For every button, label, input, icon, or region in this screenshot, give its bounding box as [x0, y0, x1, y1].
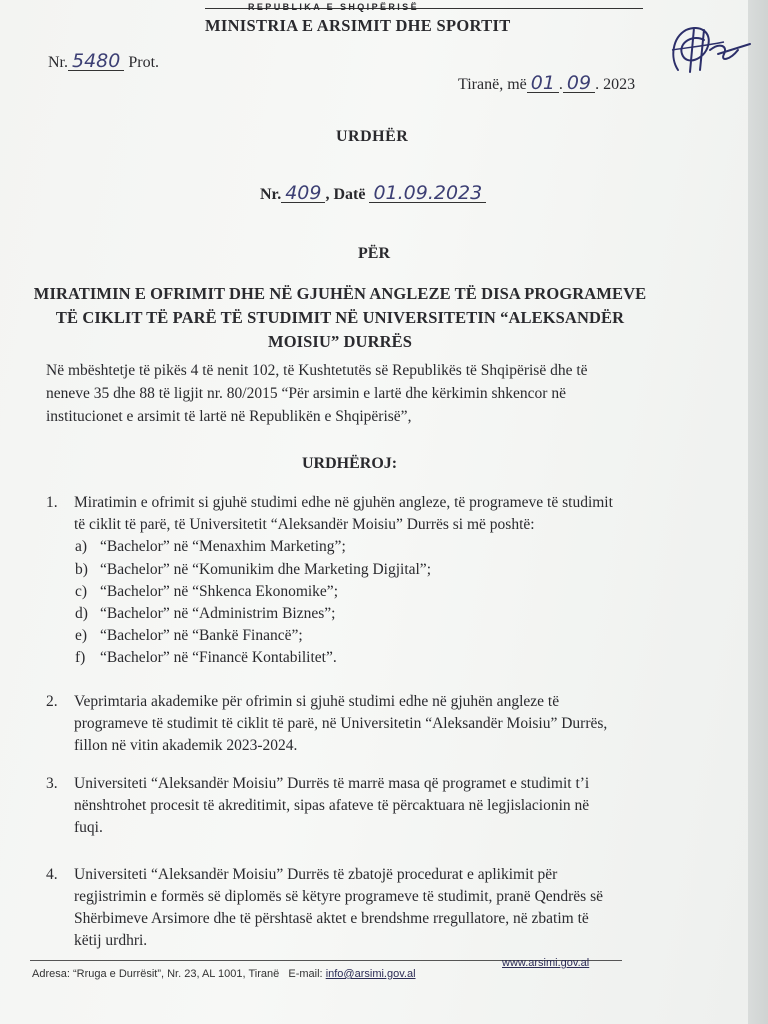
subitem-b-letter: b): [75, 561, 88, 578]
order-heading: URDHËR: [336, 128, 409, 145]
item-3-line-2: nënshtrohet procesit të akreditimit, sipas afateve të përcaktuara në legjislacionin në: [74, 797, 590, 814]
item-1-line-1: Miratimin e ofrimit si gjuhë studimi edhe në gjuhën angleze, të programeve të studimit: [74, 494, 613, 511]
urdheroj-heading: URDHËROJ:: [302, 455, 398, 472]
order-date-value: 01.09.2023: [369, 184, 486, 203]
republic-heading: REPUBLIKA E SHQIPËRISË: [248, 2, 419, 12]
footer-address: [32, 968, 416, 980]
item-3-line-3: fuqi.: [74, 819, 103, 836]
footer-email-label: E-mail:: [288, 968, 323, 980]
protocol-prefix: Nr.: [48, 54, 68, 71]
footer-website-link[interactable]: www.arsimi.gov.al: [502, 957, 590, 969]
page-edge-shadow: [748, 0, 768, 1024]
place-date: Tiranë, më 01 . 09 . 2023: [458, 72, 636, 94]
item-4-line-2: regjistrimin e formës së diplomës së këtyre programeve të studimit, pranë Qendrës së: [74, 888, 603, 905]
item-4-line-1: Universiteti “Aleksandër Moisiu” Durrës të zbatojë procedurat e aplikimit për: [74, 866, 558, 883]
item-2-line-3: fillon në vitin akademik 2023-2024.: [74, 737, 298, 754]
order-date-label: , Datë: [325, 186, 366, 203]
subitem-c-letter: c): [75, 583, 88, 600]
subitem-f-text: “Bachelor” në “Financë Kontabilitet”.: [100, 649, 337, 666]
preamble-line-2: neneve 35 dhe 88 të ligjit nr. 80/2015 “Për arsimin e lartë dhe kërkimin shkencor në: [46, 385, 566, 402]
subitem-d-letter: d): [75, 605, 88, 622]
order-nr-label: Nr.: [260, 186, 282, 203]
subitem-d-text: “Bachelor” në “Administrim Biznes”;: [100, 605, 336, 622]
item-3-line-1: Universiteti “Aleksandër Moisiu” Durrës të marrë masa që programet e studimit t’i: [74, 775, 590, 792]
protocol-number-value: 5480: [68, 52, 124, 71]
protocol-number: [48, 52, 159, 72]
item-1-number: 1.: [46, 494, 58, 511]
subitem-c-text: “Bachelor” në “Shkenca Ekonomike”;: [100, 583, 338, 600]
protocol-suffix: Prot.: [128, 54, 160, 71]
footer-address-text: Adresa: “Rruga e Durrësit”, Nr. 23, AL 1001, Tiranë: [32, 968, 280, 980]
subitem-a-text: “Bachelor” në “Menaxhim Marketing”;: [100, 538, 346, 555]
order-number-date: [260, 184, 486, 204]
subitem-f-letter: f): [75, 649, 86, 666]
item-2-line-1: Veprimtaria akademike për ofrimin si gjuhë studimi edhe në gjuhën angleze të: [74, 693, 560, 710]
preamble-line-1: Në mbështetje të pikës 4 të nenit 102, të Kushtetutës së Republikës të Shqipërisë dhe të: [46, 362, 588, 379]
order-title-line-2: TË CIKLIT TË PARË TË STUDIMIT NË UNIVERSITETIN “ALEKSANDËR: [55, 308, 625, 327]
subitem-b-text: “Bachelor” në “Komunikim dhe Marketing Digjital”;: [100, 561, 431, 578]
item-3-number: 3.: [46, 775, 58, 792]
place-prefix: Tiranë, më: [458, 76, 527, 93]
item-4-line-3: Shërbimeve Arsimore dhe të përshtasë aktet e brendshme rregullatore, në zbatim të: [74, 910, 589, 927]
order-nr-value: 409: [281, 184, 325, 203]
date-month: 09: [563, 74, 595, 93]
order-title-line-1: MIRATIMIN E OFRIMIT DHE NË GJUHËN ANGLEZE TË DISA PROGRAMEVE: [33, 284, 647, 303]
item-4-number: 4.: [46, 866, 58, 883]
footer-email-link[interactable]: info@arsimi.gov.al: [325, 968, 416, 980]
item-2-number: 2.: [46, 693, 58, 710]
date-day: 01: [527, 74, 559, 93]
per-heading: PËR: [358, 245, 390, 262]
ministry-heading: MINISTRIA E ARSIMIT DHE SPORTIT: [205, 16, 511, 35]
item-2-line-2: programeve të studimit të ciklit të parë, në Universitetin “Aleksandër Moisiu” Durrës,: [74, 715, 608, 732]
item-4-line-4: këtij urdhri.: [74, 932, 148, 949]
handwritten-signature-icon: [664, 20, 756, 80]
date-year: . 2023: [595, 76, 636, 93]
subitem-e-letter: e): [75, 627, 88, 644]
preamble-line-3: institucionet e arsimit të lartë në Republikën e Shqipërisë”,: [46, 408, 412, 425]
order-title-line-3: MOISIU” DURRËS: [268, 332, 412, 351]
item-1-line-2: të ciklit të parë, të Universitetit “Aleksandër Moisiu” Durrës si më poshtë:: [74, 516, 535, 533]
subitem-e-text: “Bachelor” në “Bankë Financë”;: [100, 627, 303, 644]
subitem-a-letter: a): [75, 538, 88, 555]
